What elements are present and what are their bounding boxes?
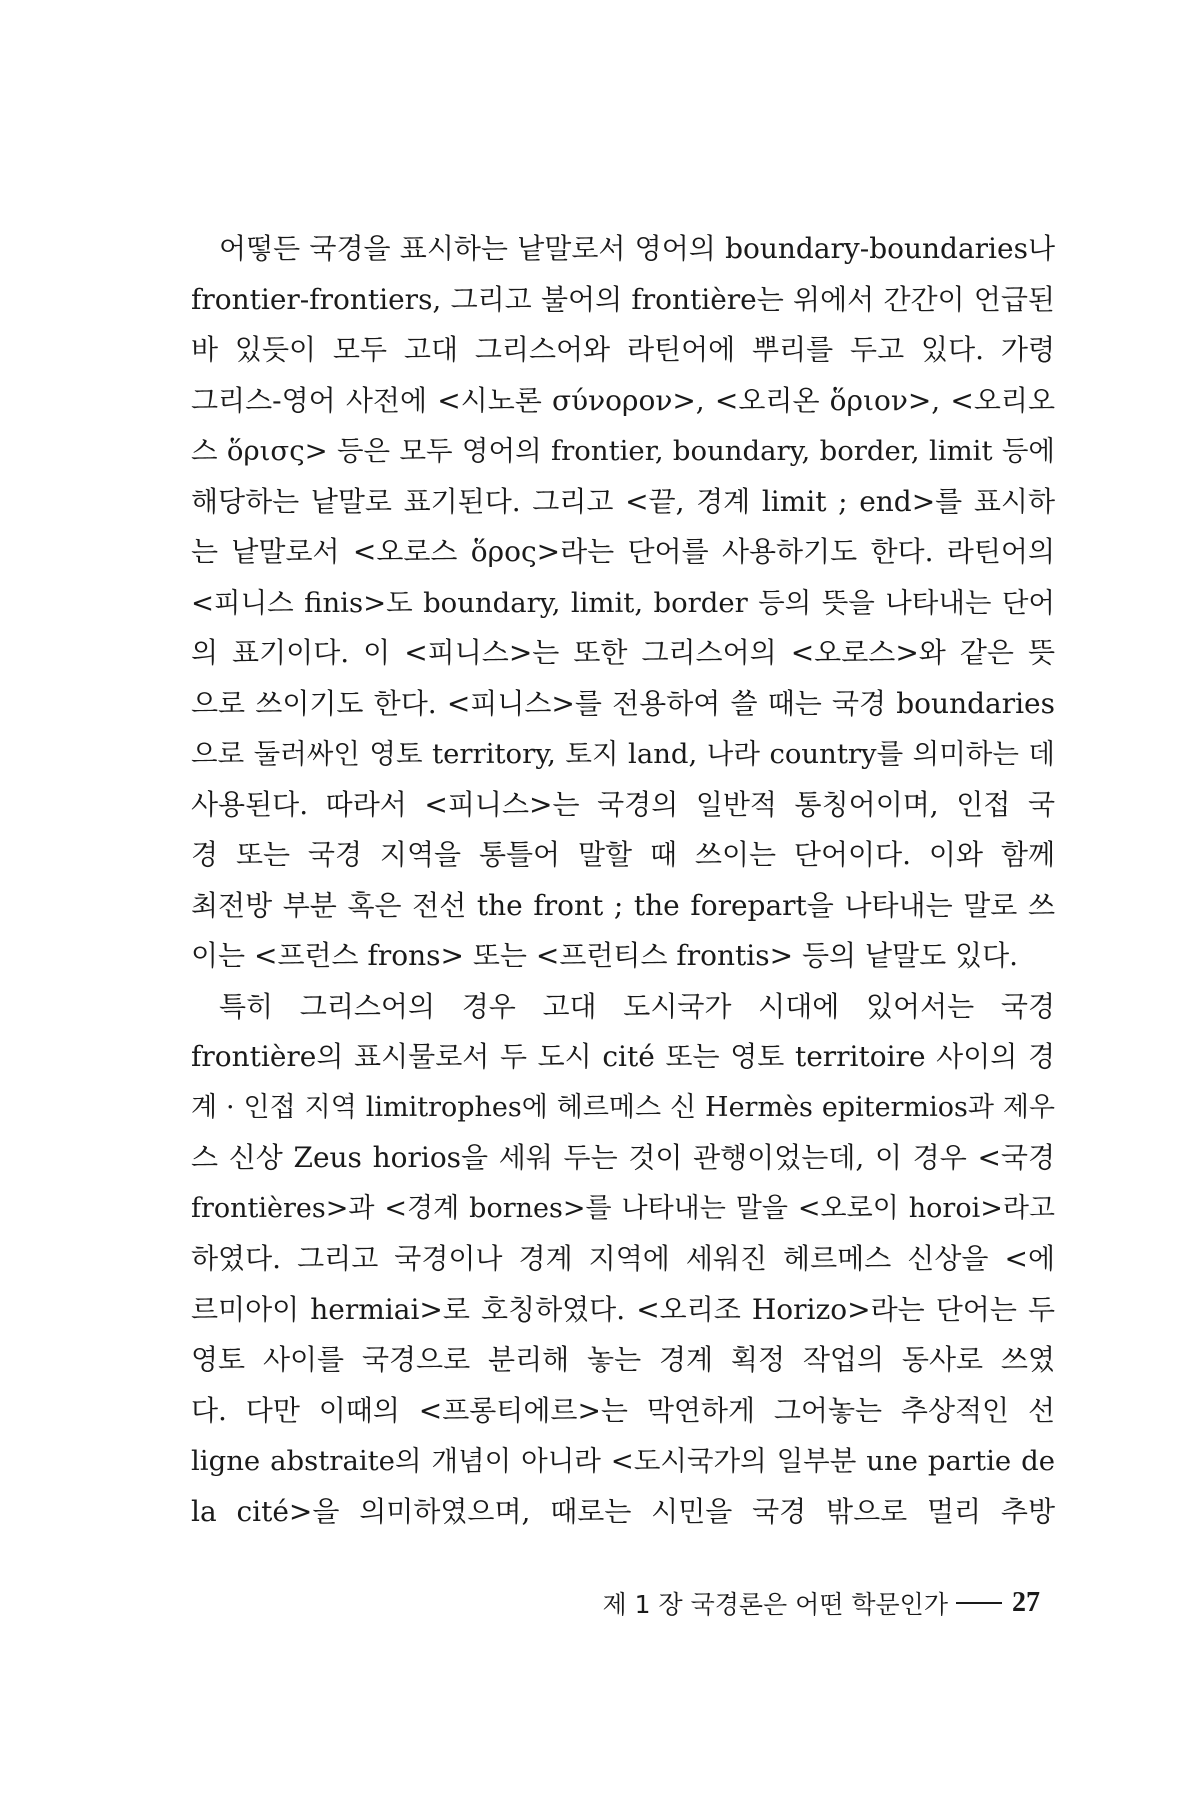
footer-dash — [956, 1602, 1002, 1604]
text-line: ligne abstraite의 개념이 아니라 <도시국가의 일부분 une partie de — [191, 1445, 1055, 1477]
text-line: 다. 다만 이때의 <프롱티에르>는 막연하게 그어놓는 추상적인 선 — [191, 1393, 1055, 1427]
paragraph-1 — [191, 224, 1055, 982]
text-line: frontière의 표시물로서 두 도시 cité 또는 영토 territoire 사이의 경 — [191, 1040, 1055, 1073]
page-number: 27 — [1012, 1587, 1040, 1618]
text-line: 는 낱말로서 <오로스 ὅρος>라는 단어를 사용하기도 한다. 라틴어의 — [191, 535, 1055, 568]
text-line: <피니스 finis>도 boundary, limit, border 등의 뜻을 나타내는 단어 — [191, 586, 1055, 619]
text-line: 으로 둘러싸인 영토 territory, 토지 land, 나라 country를 의미하는 데 — [191, 738, 1055, 770]
text-line: 경 또는 국경 지역을 통틀어 말할 때 쓰이는 단어이다. 이와 함께 — [191, 838, 1055, 871]
text-line: 이는 <프런스 frons> 또는 <프런티스 frontis> 등의 낱말도 있다. — [191, 939, 1019, 972]
paragraph-2 — [191, 982, 1055, 1538]
text-line: 사용된다. 따라서 <피니스>는 국경의 일반적 통칭어이며, 인접 국 — [191, 787, 1055, 821]
text-line: frontier-frontiers, 그리고 불어의 frontière는 위에서 간간이 언급된 — [191, 282, 1055, 316]
page-body — [191, 224, 1055, 1537]
text-line: 의 표기이다. 이 <피니스>는 또한 그리스어의 <오로스>와 같은 뜻 — [191, 636, 1055, 669]
text-line: 스 신상 Zeus horios을 세워 두는 것이 관행이었는데, 이 경우 <국경 — [191, 1141, 1055, 1174]
text-line: 하였다. 그리고 국경이나 경계 지역에 세워진 헤르메스 신상을 <에 — [191, 1242, 1055, 1275]
text-line: frontières>과 <경계 bornes>를 나타내는 말을 <오로이 horoi>라고 — [191, 1192, 1055, 1224]
text-line: 해당하는 낱말로 표기된다. 그리고 <끝, 경계 limit ; end>를 표시하 — [191, 484, 1055, 518]
text-line: 르미아이 hermiai>로 호칭하였다. <오리조 Horizo>라는 단어는 두 — [191, 1292, 1055, 1326]
text-line: 으로 쓰이기도 한다. <피니스>를 전용하여 쓸 때는 국경 boundaries — [191, 686, 1055, 720]
text-line: 최전방 부분 혹은 전선 the front ; the forepart을 나타내는 말로 쓰 — [191, 888, 1055, 922]
text-line: 그리스-영어 사전에 <시노론 σύνορον>, <오리온 ὅριον>, <오리오 — [191, 383, 1055, 417]
text-line: 영토 사이를 국경으로 분리해 놓는 경계 획정 작업의 동사로 쓰였 — [191, 1343, 1055, 1376]
text-line: 바 있듯이 모두 고대 그리스어와 라틴어에 뿌리를 두고 있다. 가령 — [191, 333, 1055, 366]
running-head: 제 1 장 국경론은 어떤 학문인가 — [602, 1590, 948, 1619]
text-line: la cité>을 의미하였으며, 때로는 시민을 국경 밖으로 멀리 추방 — [191, 1494, 1055, 1528]
text-line: 계 · 인접 지역 limitrophes에 헤르메스 신 Hermès epitermios과 제우 — [191, 1091, 1055, 1123]
page-footer — [600, 1583, 1040, 1623]
text-line: 특히 그리스어의 경우 고대 도시국가 시대에 있어서는 국경 — [219, 989, 1055, 1023]
text-line: 스 ὅρισς> 등은 모두 영어의 frontier, boundary, border, limit 등에 — [191, 435, 1055, 467]
text-line: 어떻든 국경을 표시하는 낱말로서 영어의 boundary-boundaries나 — [219, 232, 1055, 265]
